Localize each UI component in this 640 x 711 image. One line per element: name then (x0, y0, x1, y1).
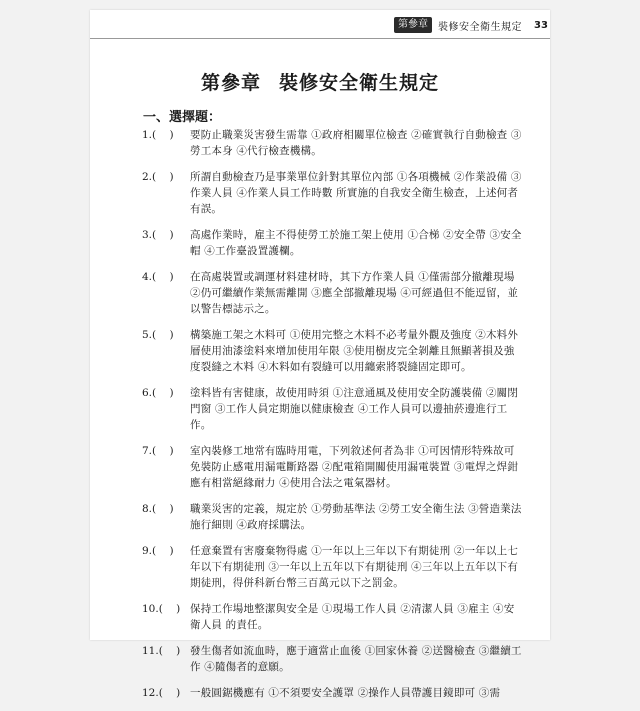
question-text: 構築施工架之木料可 ①使用完整之木料不必考量外觀及強度 ②木料外層使用油漆塗料來增加使用年限 ③使用樹皮完全剝離且無顯著損及強度裂縫之木料 ④木料如有裂縫可以用纏索將裂縫固定即可。 (190, 329, 519, 373)
question-text: 任意棄置有害廢棄物得處 ①一年以上三年以下有期徒刑 ②一年以上七年以下有期徒刑 ③一年以上五年以下有期徒刑 ④三年以上五年以下有期徒刑，得併科新台幣三百萬元以下之罰金。 (190, 545, 519, 589)
question-number: 8.( ) (142, 503, 174, 515)
question-item (142, 169, 522, 217)
question-number: 1.( ) (142, 129, 174, 141)
question-item (142, 385, 522, 433)
question-number: 7.( ) (142, 445, 174, 457)
question-item (142, 685, 522, 701)
question-number: 3.( ) (142, 229, 174, 241)
question-number: 10.( ) (142, 603, 181, 615)
question-item (142, 443, 522, 491)
question-text: 塗料皆有害健康，故使用時須 ①注意通風及使用安全防護裝備 ②關閉門窗 ③工作人員定期施以健康檢查 ④工作人員可以邊抽菸邊進行工作。 (190, 387, 519, 431)
question-number: 5.( ) (142, 329, 174, 341)
question-text: 保持工作場地整潔與安全是 ①現場工作人員 ②清潔人員 ③雇主 ④安衛人員 的責任。 (190, 603, 515, 631)
question-number: 4.( ) (142, 271, 174, 283)
question-item (142, 127, 522, 159)
question-text: 職業災害的定義，規定於 ①勞動基準法 ②勞工安全衛生法 ③營造業法施行細則 ④政府採購法。 (190, 503, 522, 531)
question-text: 高處作業時，雇主不得使勞工於施工架上使用 ①合梯 ②安全帶 ③安全帽 ④工作臺設置護欄。 (190, 229, 522, 257)
chapter-number: 第參章 (200, 72, 261, 94)
question-text: 所謂自動檢查乃是事業單位針對其單位內部 ①各項機械 ②作業設備 ③作業人員 ④作業人員工作時數 所實施的自我安全衛生檢查，上述何者有誤。 (190, 171, 522, 215)
chapter-tab (394, 17, 432, 33)
header-title: 裝修安全衛生規定 (438, 21, 522, 33)
question-text: 一般圓鋸機應有 ①不須要安全護罩 ②操作人員帶護目鏡即可 ③需 (190, 687, 501, 699)
section-title: 一、選擇題： (143, 110, 222, 125)
question-text: 室內裝修工地常有臨時用電，下列敘述何者為非 ①可因情形特殊故可免裝防止感電用漏電斷路器 ②配電箱開關使用漏電裝置 ③電焊之焊鉗應有相當絕緣耐力 ④使用合法之電氣器材。 (190, 445, 519, 489)
question-item (142, 601, 522, 633)
running-header (394, 17, 548, 33)
question-text: 發生傷者如流血時，應于適當止血後 ①回家休養 ②送醫檢查 ③繼續工作 ④隨傷者的意願。 (190, 645, 522, 673)
question-number: 11.( ) (142, 645, 181, 657)
question-item (142, 227, 522, 259)
question-number: 2.( ) (142, 171, 174, 183)
question-list (142, 127, 522, 711)
question-item (142, 643, 522, 675)
question-number: 9.( ) (142, 545, 174, 557)
question-number: 6.( ) (142, 387, 174, 399)
question-item (142, 543, 522, 591)
question-number: 12.( ) (142, 687, 181, 699)
question-item (142, 501, 522, 533)
chapter-tab-label: 第參章 (398, 19, 428, 30)
chapter-name: 裝修安全衛生規定 (279, 72, 440, 94)
book-page (90, 10, 550, 699)
question-item (142, 269, 522, 317)
question-item (142, 327, 522, 375)
question-text: 要防止職業災害發生需靠 ①政府相關單位檢查 ②確實執行自動檢查 ③勞工本身 ④代行檢查機構。 (190, 129, 522, 157)
header-divider (90, 38, 550, 39)
page-number: 33 (534, 19, 548, 31)
question-text: 在高處裝置或調運材料建材時，其下方作業人員 ①僅需部分撤離現場 ②仍可繼續作業無需離開 ③應全部撤離現場 ④可經過但不能逗留，並以警告標誌示之。 (190, 271, 519, 315)
chapter-title (90, 68, 550, 95)
